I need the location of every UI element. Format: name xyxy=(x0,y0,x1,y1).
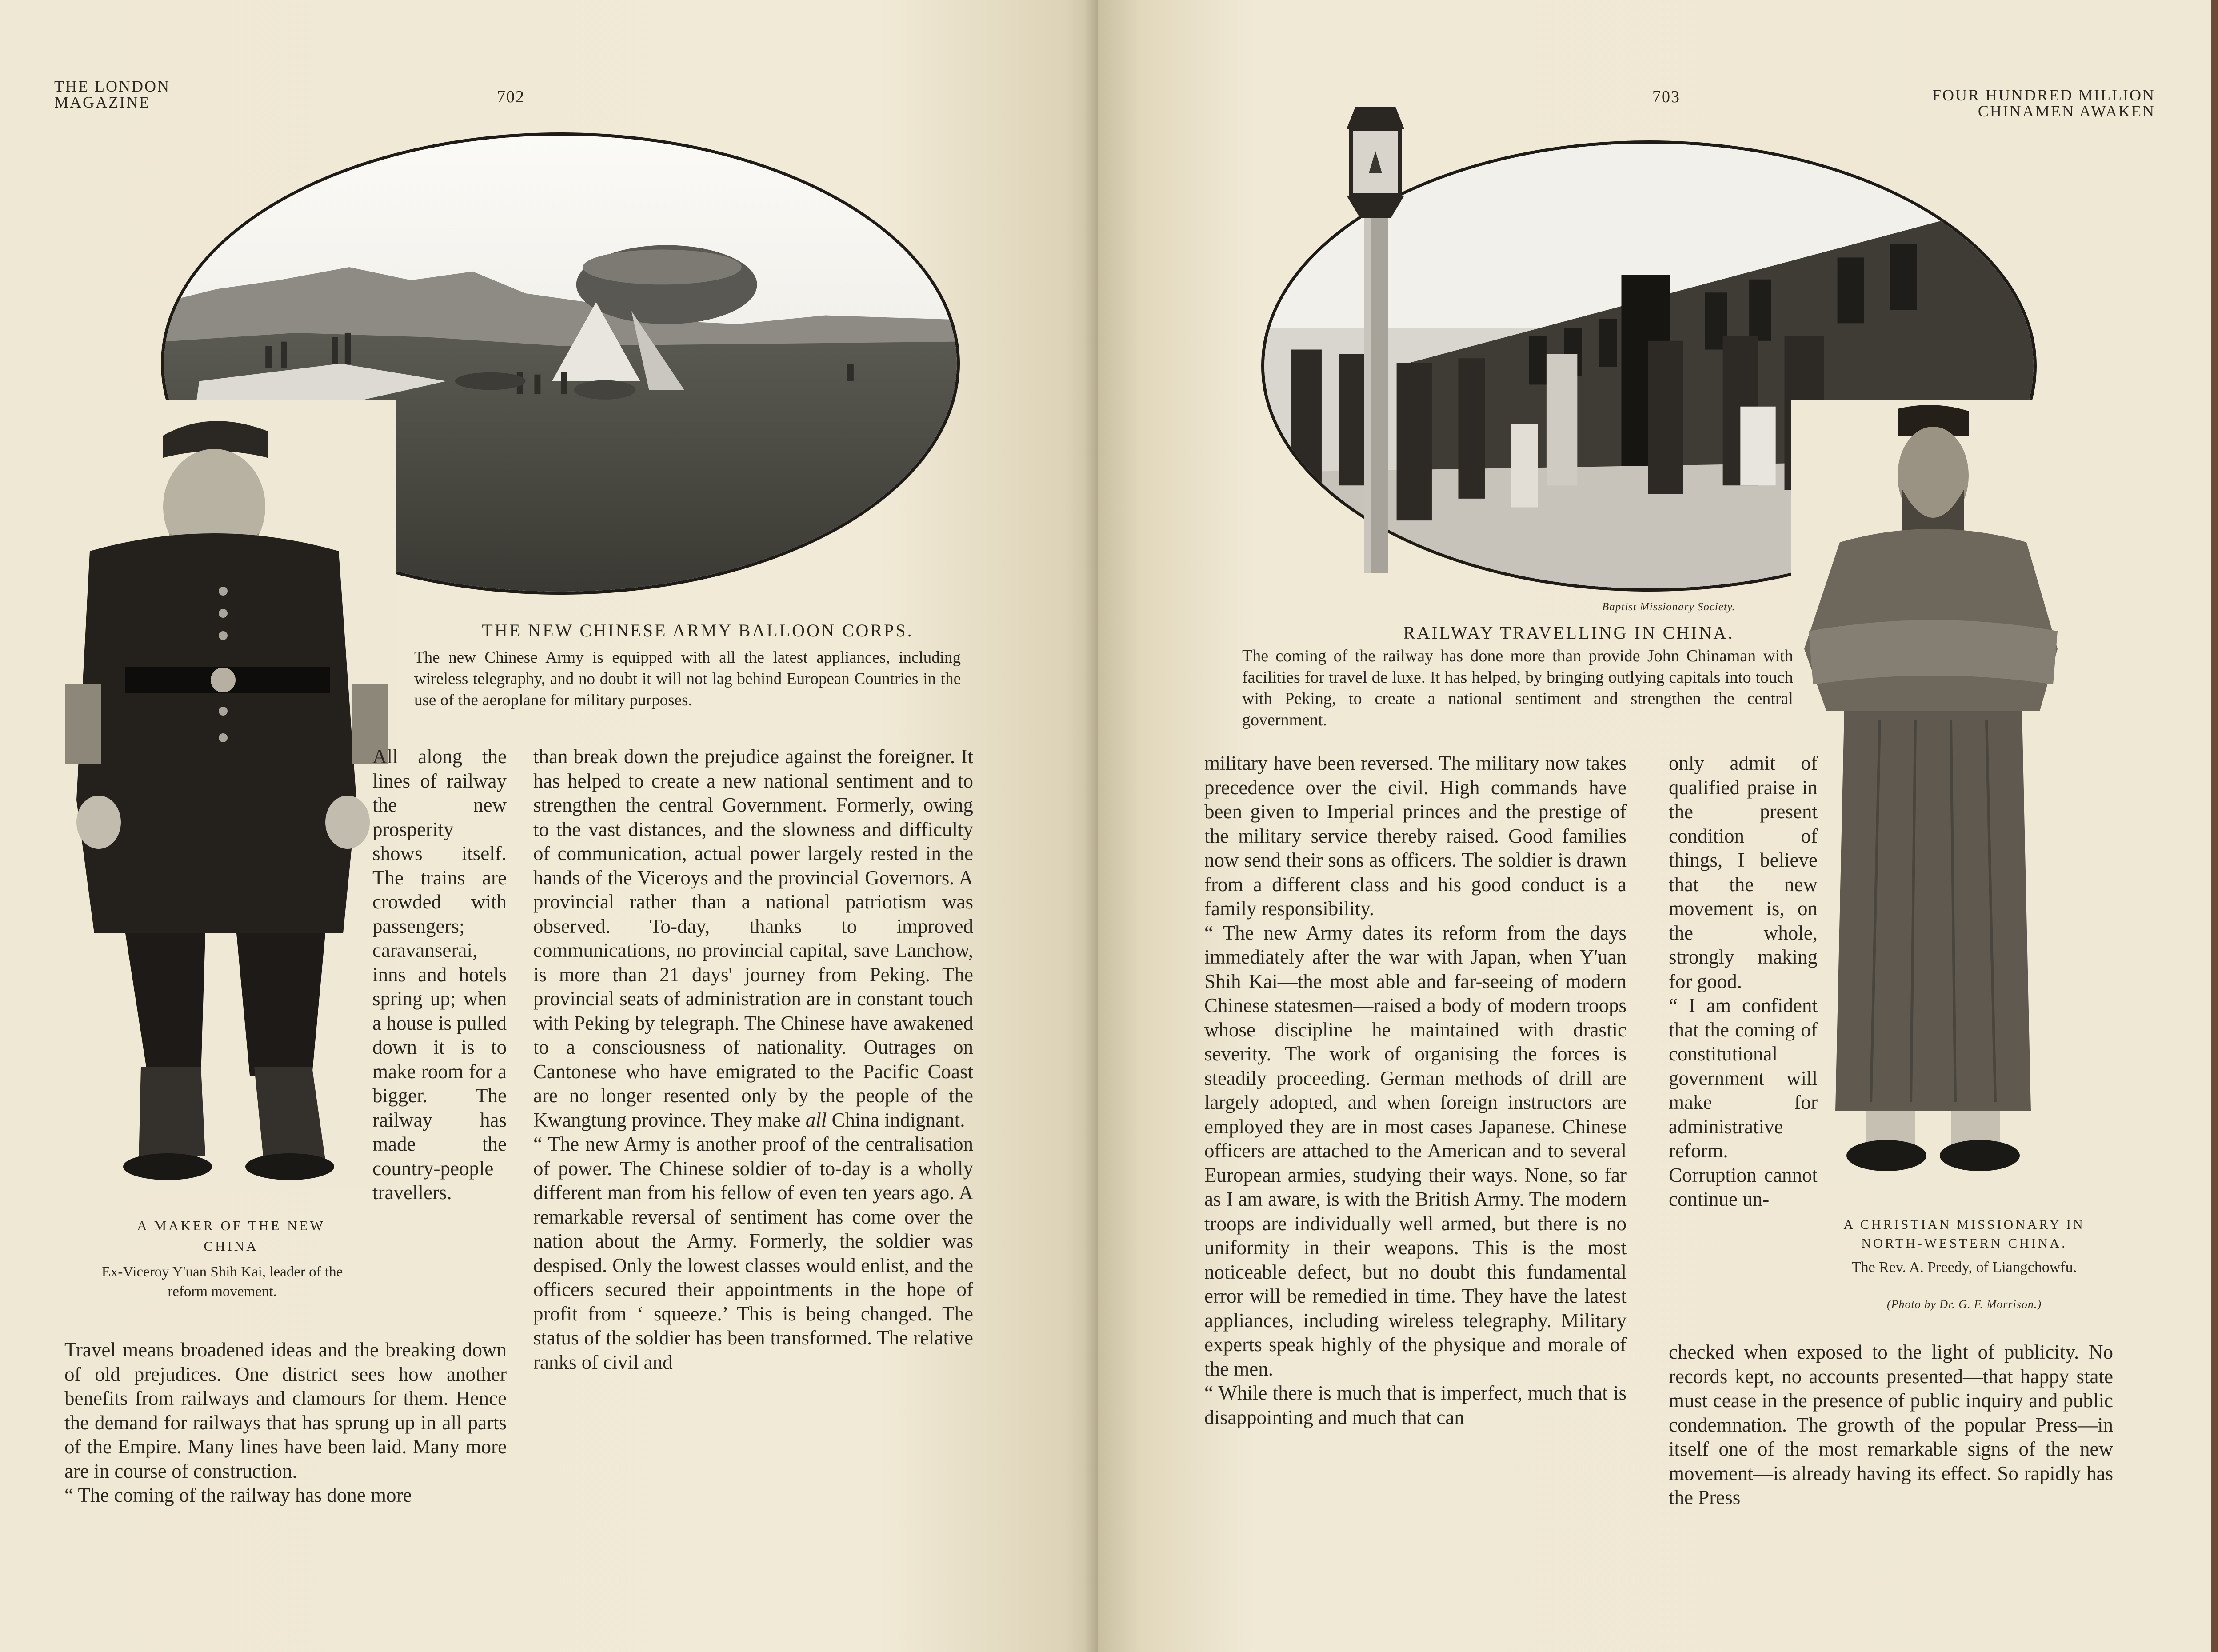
column-1-narrow-text: All along the lines of railway the new prosperity shows itself. The trains are crowded with passengers; caravanserai, inns and hotels spring up; when a house is pulled down it is to make room for a bigger. The railway has made the country-people travellers. xyxy=(372,745,507,1204)
viceroy-portrait-art xyxy=(59,400,396,1191)
lamp-post-art xyxy=(1338,102,1413,573)
column-4-wide xyxy=(1669,1340,2113,1538)
column-1-last-line: “ The coming of the railway has done more xyxy=(64,1484,412,1506)
balloon-caption-text: The new Chinese Army is equipped with all the latest appliances, including wireless telegraphy, and no doubt it will not lag behind European Countries in the use of the aeroplane for military purposes. xyxy=(414,648,961,709)
missionary-portrait-photo xyxy=(1791,400,2075,1182)
page-number-right: 703 xyxy=(1652,88,1680,106)
railway-caption-text: The coming of the railway has done more than provide John Chinaman with facilities for travel de luxe. It has helped, by bringing outlying capitals into touch with Peking, to create a national sentiment and strengthen the central government. xyxy=(1242,647,1793,729)
missionary-caption-line-1: A CHRISTIAN MISSIONARY IN xyxy=(1843,1217,2085,1232)
left-page xyxy=(0,0,1098,1652)
column-1-wide-text: Travel means broadened ideas and the breaking down of old prejudices. One district sees how another benefits from railways and clamours for them. Hence the demand for railways that has sprung up in all parts of the Empire. Many lines have been laid. Many more are in course of construction. xyxy=(64,1339,507,1482)
photo-credit-baptist: Baptist Missionary Society. xyxy=(1602,601,1735,613)
column-1-narrow xyxy=(372,744,507,1338)
header-line-1: THE LONDON xyxy=(54,77,170,95)
column-2 xyxy=(533,744,973,1536)
article-title-header xyxy=(1871,87,2155,119)
column-2-p1-text: than break down the prejudice against the foreigner. It has helped to create a new national sentiment and to strengthen the central Government. Formerly, owing to the vast distances, and the slowness and difficulty of communication, actual power largely rested in the hands of the Viceroys and the provincial Governors. A provincial rather than a national patriotism was observed. To-day, thanks to improved communications, no provincial capital, save Lanchow, is more than 21 days' journey from Peking. The provincial seats of administration are in constant touch with Peking by telegraph. The Chinese have awakened to a consciousness of nationality. Outrages on Cantonese who have emigrated to the Pacific Coast are no longer resented only by the people of the Kwangtung province. They make xyxy=(533,745,973,1131)
portrait-caption-line-2: CHINA xyxy=(204,1238,259,1254)
column-4-narrow-paragraph-1: only admit of qualified praise in the present condition of things, I believe that the new movement is, on the whole, strongly making for good. xyxy=(1669,752,1818,992)
column-3-paragraph-2: “ The new Army dates its reform from the days immediately after the war with Japan, when Y'uan Shih Kai—the most able and far-seeing of modern Chinese statesmen—raised a body of modern troops whose discipline he maintained with drastic severity. The work of organising the forces is steadily proceeding. German methods of drill are largely adopted, and when foreign instructors are employed they are in most cases Japanese. Chinese officers are attached to the American and to several European armies, studying their ways. None, so far as I am aware, is with the British Army. The modern troops are individually well armed, but there is no uniformity in their weapons. This is the most noticeable defect, but no doubt this fundamental error will be remedied in time. They have the latest appliances, including wireless telegraphy. Military experts speak highly of the physique and morale of the men. xyxy=(1204,921,1627,1380)
column-2-emphasis: all xyxy=(805,1108,827,1131)
column-2-paragraph-1 xyxy=(533,744,973,1132)
lamp-post-photo xyxy=(1338,102,1413,573)
magazine-title-header xyxy=(54,78,170,110)
column-2-paragraph-2: “ The new Army is another proof of the centralisation of power. The Chinese soldier of to-day is a wholly different man from his fellow of even ten years ago. A remarkable reversal of sentiment has come over the nation about the Army. Formerly, the soldier was despised. Only the lowest classes would enlist, and the officers secured their appointments in the hope of profit from ‘ squeeze.’ This is being changed. The status of the soldier has been transformed. The relative ranks of civil and xyxy=(533,1133,973,1373)
railway-caption-title: RAILWAY TRAVELLING IN CHINA. xyxy=(1403,623,1734,643)
balloon-caption-title: THE NEW CHINESE ARMY BALLOON CORPS. xyxy=(482,620,914,640)
column-3-paragraph-3: “ While there is much that is imperfect, much that is disappointing and much that can xyxy=(1204,1382,1627,1428)
header-line-2-right: CHINAMEN AWAKEN xyxy=(1978,102,2155,120)
column-4-narrow xyxy=(1669,751,1818,1340)
column-3 xyxy=(1204,751,1627,1538)
portrait-caption-text: Ex-Viceroy Y'uan Shih Kai, leader of the reform movement. xyxy=(101,1264,343,1300)
column-1-wide xyxy=(64,1338,507,1533)
missionary-caption-heading xyxy=(1809,1216,2120,1253)
right-page xyxy=(1098,0,2211,1652)
column-2-p1-end: China indignant. xyxy=(827,1108,965,1131)
portrait-caption-heading xyxy=(98,1216,364,1256)
header-line-2: MAGAZINE xyxy=(54,93,150,111)
missionary-caption-name: The Rev. A. Preedy, of Liangchowfu. xyxy=(1851,1259,2077,1276)
column-3-paragraph-1: military have been reversed. The military now takes precedence over the civil. High commands have been given to Imperial princes and the prestige of the military service thereby raised. Good families now send their sons as officers. The soldier is drawn from a different class and his good conduct is a family responsibility. xyxy=(1204,752,1627,920)
column-4-narrow-paragraph-2: “ I am confident that the coming of constitutional government will make for administrative reform. Corruption cannot continue un- xyxy=(1669,994,1818,1210)
header-line-1-right: FOUR HUNDRED MILLION xyxy=(1932,86,2155,104)
viceroy-portrait-photo xyxy=(59,400,396,1191)
missionary-caption-line-2: NORTH-WESTERN CHINA. xyxy=(1861,1236,2067,1251)
column-4-wide-text: checked when exposed to the light of publicity. No records kept, no accounts presented—that happy state must cease in the presence of public inquiry and public condemnation. The growth of the popular Press—in itself one of the most remarkable signs of the new movement—is already having its effect. So rapidly has the Press xyxy=(1669,1341,2113,1508)
portrait-caption-line-1: A MAKER OF THE NEW xyxy=(137,1218,325,1233)
photo-credit-morrison: (Photo by Dr. G. F. Morrison.) xyxy=(1886,1298,2042,1311)
page-number-left: 702 xyxy=(497,88,525,106)
missionary-portrait-art xyxy=(1791,400,2075,1182)
